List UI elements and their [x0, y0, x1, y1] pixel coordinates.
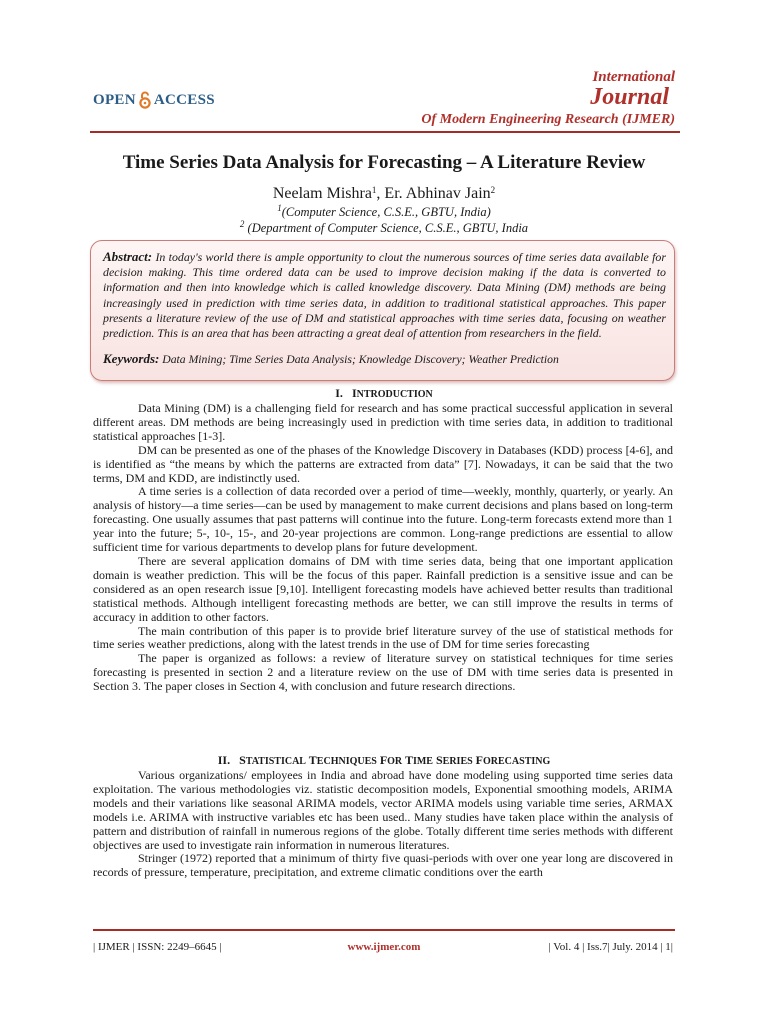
- section-2-heading: [0, 753, 768, 768]
- journal-name-journal: Journal: [590, 84, 669, 110]
- footer-divider: [93, 929, 675, 931]
- paragraph: The paper is organized as follows: a review of literature survey on statistical techniques for time series forecasting is presented in section 2 and a literature review on the use of DM with time series data is presented in Section 3. The paper closes in Section 4, with conclusion and future research directions.: [93, 651, 673, 694]
- author-line: [0, 185, 768, 203]
- paragraph: Various organizations/ employees in India and abroad have done modeling using supported time series data exploitation. The various methodologies viz. statistic decomposition models, Exponential smoothing models, ARIMA models and their variations like seasonal ARIMA models, vector ARIMA models using variable time series, ARMAX models i.e. ARIMA with instructive variables etc has been used.. Many studies have taken place within the analysis of pattern and distribution of rainfall in numerous regions of the globe. Totally different time series methods with different objectives are used to investigate rain information in numerous literatures.: [93, 768, 673, 852]
- abstract-text: In today's world there is ample opportunity to clout the numerous sources of time series data available for decision making. This time ordered data can be used to improve decision making if the data is converted to information and then into knowledge which is called knowledge discovery. Data Mining (DM) methods are being increasingly used in prediction with time series data, in addition to traditional statistical approaches. This paper presents a literature review of the use of DM and statistical approaches with time series data, focusing on weather prediction. This is an area that has been attracting a great deal of attention from researchers in the field.: [103, 250, 666, 341]
- section-2-title-part: S: [435, 753, 443, 767]
- footer-volume: | Vol. 4 | Iss.7| July. 2014 | 1|: [548, 941, 673, 953]
- section-1-heading: [0, 386, 768, 401]
- paper-title: Time Series Data Analysis for Forecasting – A Literature Review: [122, 152, 646, 173]
- abstract-label: Abstract:: [103, 249, 153, 264]
- paragraph: The main contribution of this paper is to provide brief literature survey of the use of statistical methods for time series weather predictions, along with the latest trends in the use of DM for time series forecasting: [93, 623, 673, 652]
- footer-issn: | IJMER | ISSN: 2249–6645 |: [93, 941, 222, 953]
- abstract: [103, 249, 666, 341]
- affiliation-2-sup: 2: [239, 219, 245, 229]
- section-2-title-part: IME: [412, 756, 433, 767]
- paragraph: Data Mining (DM) is a challenging field for research and has some practical successful application in several different areas. DM methods are being increasingly used in prediction with time series data, in addition to traditional statistical approaches [1-3].: [93, 401, 673, 443]
- keywords-label: Keywords:: [103, 351, 160, 366]
- author-2: , Er. Abhinav Jain: [376, 185, 491, 202]
- section-2-title-part: T: [404, 753, 413, 767]
- paragraph: A time series is a collection of data recorded over a period of time—weekly, monthly, quarterly, or yearly. An analysis of history—a time series—can be used by management to make current decisions and plans based on long-term forecasting. One usually assumes that past patterns will continue into the future. Long-term forecasts extend more than 1 year into the future; 5-, 10-, 15-, and 20-year projections are common. Long-range predictions are essential to allow sufficient time for various departments to develop plans for future development.: [93, 484, 673, 555]
- open-access-right-text: ACCESS: [153, 91, 215, 108]
- section-2-body: [93, 769, 673, 880]
- open-access-left-text: OPEN: [93, 91, 136, 108]
- author-1: Neelam Mishra: [272, 185, 372, 202]
- section-2-title-part: ECHNIQUES: [316, 756, 377, 767]
- affiliation-1-text: (Computer Science, C.S.E., GBTU, India): [281, 205, 491, 219]
- section-2-title-part: F: [379, 753, 388, 767]
- keywords: [103, 351, 666, 367]
- section-2-title-part: S: [239, 753, 246, 767]
- journal-name-subtitle: Of Modern Engineering Research (IJMER): [421, 112, 675, 127]
- section-2-title-part: T: [308, 753, 317, 767]
- section-1-num: I.: [335, 386, 343, 400]
- keywords-text: Data Mining; Time Series Data Analysis; Knowledge Discovery; Weather Prediction: [162, 353, 559, 366]
- header-divider: [90, 131, 680, 133]
- affiliation-1: [0, 205, 768, 220]
- footer-website-link[interactable]: www.ijmer.com: [347, 941, 421, 953]
- section-2-title-part: OR: [387, 756, 403, 767]
- affiliation-2: [0, 221, 768, 236]
- author-1-sup: 1: [371, 185, 377, 195]
- section-2-title-part: TATISTICAL: [245, 756, 306, 767]
- section-1-body: [93, 402, 673, 694]
- paragraph: DM can be presented as one of the phases of the Knowledge Discovery in Databases (KDD) process [4-6], and is identified as “the means by which the patterns are extracted from data” [7]. Nowadays, it can be said that the two terms, DM and KDD, are indistinctly used.: [93, 442, 673, 485]
- affiliation-1-sup: 1: [277, 203, 282, 213]
- author-2-sup: 2: [490, 185, 496, 195]
- section-2-title-part: ORECASTING: [483, 756, 551, 767]
- section-2-num: II.: [217, 753, 231, 767]
- section-2-title-part: F: [475, 753, 484, 767]
- paragraph: There are several application domains of DM with time series data, being that one important application domain is weather prediction. This will be the focus of this paper. Rainfall prediction is a sensitive issue and can be considered as an open research issue [9,10]. Intelligent forecasting models have achieved better results than traditional statistical methods. Although intelligent forecasting methods are better, we can still improve the results in terms of accuracy in addition to other factors.: [93, 553, 673, 624]
- section-1-title-first: I: [351, 386, 357, 400]
- open-access-logo: [93, 91, 215, 109]
- journal-name-international: International: [592, 69, 675, 85]
- paragraph: Stringer (1972) reported that a minimum of thirty five quasi-periods with over one year long are discovered in records of pressure, temperature, precipitation, and extreme climatic conditions over the earth: [93, 851, 673, 880]
- affiliation-2-text: (Department of Computer Science, C.S.E., GBTU, India: [247, 221, 529, 235]
- open-lock-icon: [138, 91, 152, 109]
- section-1-title-rest: NTRODUCTION: [356, 389, 433, 400]
- section-2-title-part: ERIES: [442, 756, 473, 767]
